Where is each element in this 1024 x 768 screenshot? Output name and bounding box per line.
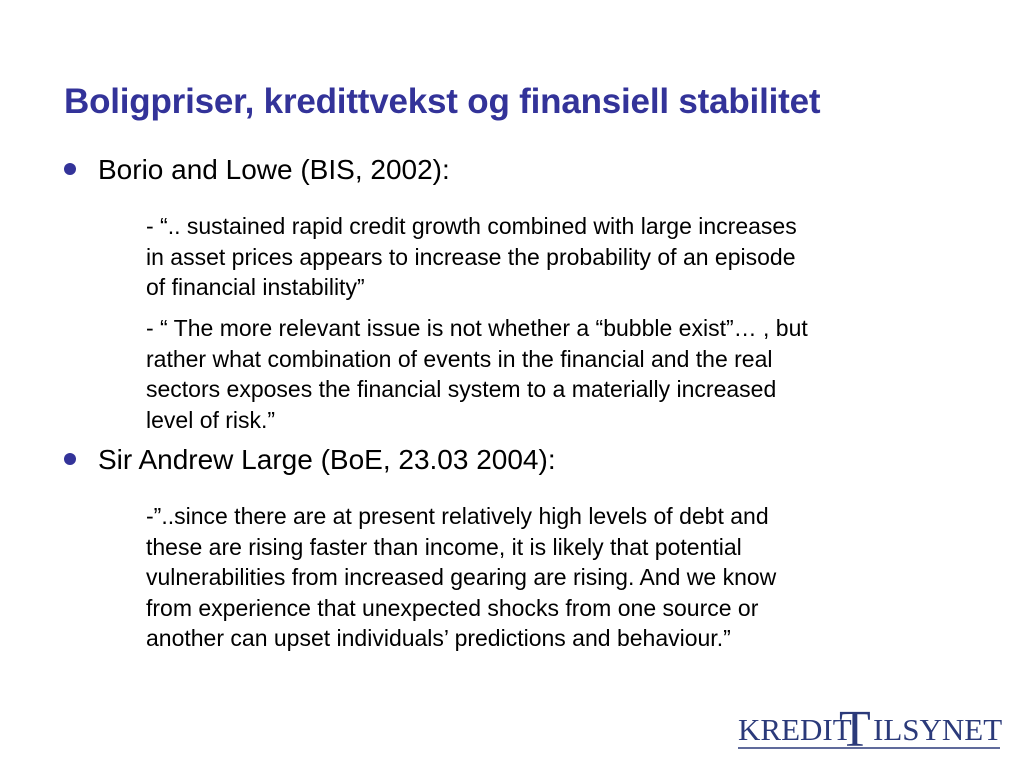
bullet-dot-icon	[64, 453, 76, 465]
kredittilsynet-logo	[736, 700, 1004, 752]
logo-right-text: ILSYNET	[873, 712, 1003, 747]
quote-line: another can upset individuals’ predictions and behaviour.”	[146, 625, 731, 651]
quote-line: -”..since there are at present relatively high levels of debt and	[146, 503, 769, 529]
quote-line: from experience that unexpected shocks from one source or	[146, 594, 759, 621]
bullet-text: Sir Andrew Large (BoE, 23.03 2004):	[98, 444, 556, 475]
quote-line: in asset prices appears to increase the probability of an episode	[146, 243, 796, 270]
bullet-text: Borio and Lowe (BIS, 2002):	[98, 154, 450, 185]
quote-line: - “.. sustained rapid credit growth combined with large increases	[146, 213, 797, 239]
quote-line: these are rising faster than income, it is likely that potential	[146, 533, 742, 560]
quote-debt-levels	[146, 501, 976, 654]
slide-title: Boligpriser, kredittvekst og finansiell stabilitet	[64, 82, 821, 121]
bullet-dot-icon	[64, 163, 76, 175]
quote-credit-growth	[146, 211, 976, 303]
quote-line: sectors exposes the financial system to a materially increased	[146, 376, 777, 402]
bullet-borio-lowe	[64, 154, 450, 186]
bullet-andrew-large	[64, 444, 556, 476]
logo-initial: T	[839, 701, 871, 752]
quote-line: - “ The more relevant issue is not whether a “bubble exist”… , but	[146, 315, 808, 341]
quote-line: vulnerabilities from increased gearing are rising. And we know	[146, 564, 777, 590]
quote-line: level of risk.”	[146, 406, 276, 433]
logo-left-text: KREDIT	[738, 712, 852, 747]
quote-line: of financial instability”	[146, 274, 365, 300]
quote-line: rather what combination of events in the financial and the real	[146, 345, 773, 372]
quote-bubble-issue	[146, 313, 976, 435]
